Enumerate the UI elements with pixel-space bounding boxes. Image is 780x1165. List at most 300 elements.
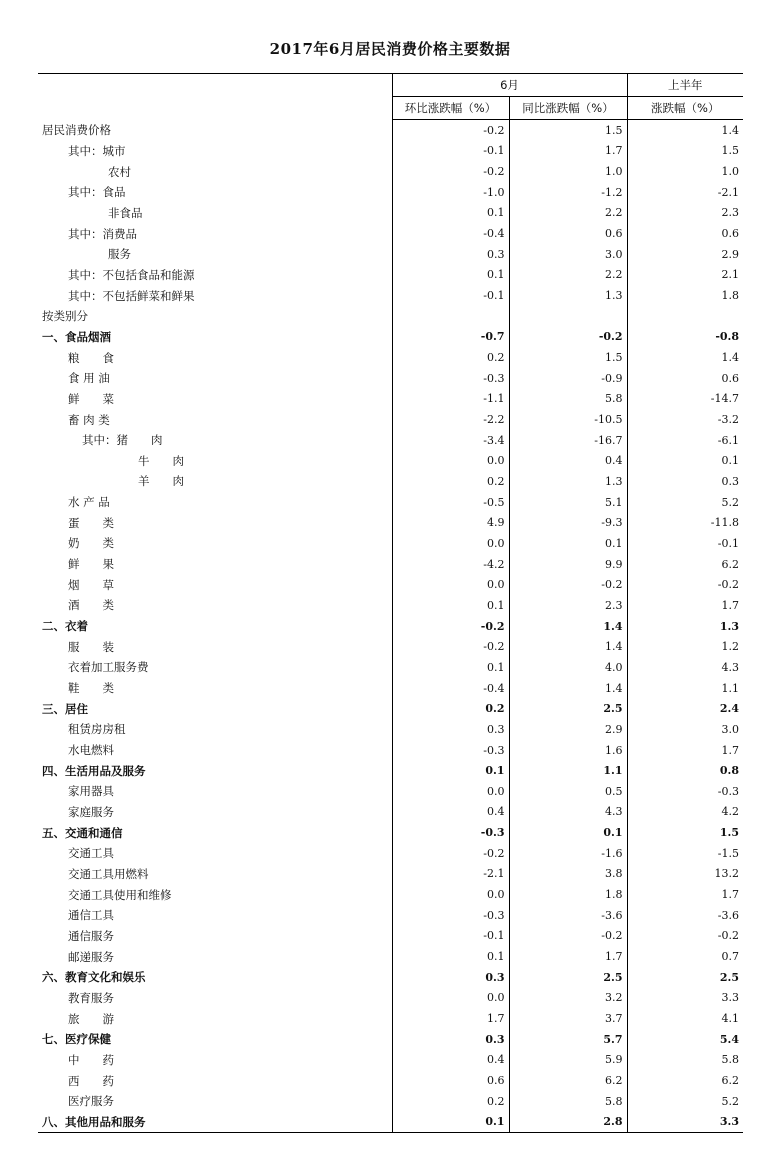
yoy-value: 3.2: [509, 988, 627, 1009]
table-row: [38, 161, 743, 182]
yoy-value: 9.9: [509, 554, 627, 575]
row-label: 水电燃料: [68, 743, 114, 758]
row-label-cell: [38, 781, 392, 802]
row-label: 衣着加工服务费: [68, 660, 149, 675]
mom-value: 0.6: [392, 1070, 509, 1091]
row-label-cell: [38, 1070, 392, 1091]
mom-value: -3.4: [392, 430, 509, 451]
row-label: 医疗服务: [68, 1094, 114, 1109]
mom-value: 0.0: [392, 884, 509, 905]
mom-value: -0.7: [392, 327, 509, 348]
row-label: 中 药: [68, 1052, 114, 1067]
row-label: 其中：食品: [68, 185, 126, 200]
mom-value: -0.2: [392, 616, 509, 637]
half-year-value: 4.1: [627, 1008, 743, 1029]
mom-value: -2.2: [392, 409, 509, 430]
table-row: [38, 1091, 743, 1112]
half-year-value: 1.7: [627, 884, 743, 905]
mom-value: 0.0: [392, 533, 509, 554]
table-row: [38, 1070, 743, 1091]
row-label: 水 产 品: [68, 495, 110, 510]
table-row: [38, 368, 743, 389]
half-year-value: 0.6: [627, 223, 743, 244]
yoy-value: 1.5: [509, 120, 627, 141]
row-label-cell: [38, 120, 392, 141]
table-row: [38, 451, 743, 472]
table-row: [38, 430, 743, 451]
row-label-cell: [38, 1008, 392, 1029]
half-year-value: 0.3: [627, 471, 743, 492]
mom-value: 0.1: [392, 1112, 509, 1133]
yoy-value: 0.1: [509, 533, 627, 554]
row-label-cell: [38, 905, 392, 926]
header-june-group: 6月: [392, 74, 627, 97]
row-label-cell: [38, 843, 392, 864]
table-row: [38, 409, 743, 430]
yoy-value: 0.5: [509, 781, 627, 802]
mom-value: 0.1: [392, 265, 509, 286]
yoy-value: 1.4: [509, 636, 627, 657]
row-label: 烟 草: [68, 577, 114, 592]
header-half-year-group: 上半年: [627, 74, 743, 97]
row-label: 邮递服务: [68, 949, 114, 964]
row-label-cell: [38, 719, 392, 740]
yoy-value: 5.9: [509, 1050, 627, 1071]
table-row: [38, 926, 743, 947]
row-label: 二、衣着: [42, 619, 88, 634]
yoy-value: 5.8: [509, 389, 627, 410]
yoy-value: 1.1: [509, 760, 627, 781]
row-label: 西 药: [68, 1073, 114, 1088]
table-row: [38, 884, 743, 905]
row-label-cell: [38, 946, 392, 967]
row-label-cell: [38, 1029, 392, 1050]
row-label-cell: [38, 554, 392, 575]
half-year-value: 2.3: [627, 203, 743, 224]
mom-value: 4.9: [392, 512, 509, 533]
row-label-cell: [38, 347, 392, 368]
table-row: [38, 265, 743, 286]
yoy-value: 1.4: [509, 678, 627, 699]
table-row: [38, 822, 743, 843]
table-row: [38, 471, 743, 492]
mom-value: -0.4: [392, 223, 509, 244]
table-row: [38, 678, 743, 699]
table-row: [38, 760, 743, 781]
half-year-value: 6.2: [627, 1070, 743, 1091]
mom-value: 0.4: [392, 802, 509, 823]
row-label-cell: [38, 678, 392, 699]
row-label: 按类别分: [42, 309, 88, 324]
row-label-cell: [38, 533, 392, 554]
row-label-cell: [38, 409, 392, 430]
row-label-cell: [38, 161, 392, 182]
half-year-value: 5.4: [627, 1029, 743, 1050]
half-year-value: 1.0: [627, 161, 743, 182]
row-label: 交通工具使用和维修: [68, 887, 172, 902]
half-year-value: 1.4: [627, 120, 743, 141]
row-label-cell: [38, 203, 392, 224]
yoy-value: 5.1: [509, 492, 627, 513]
yoy-value: 4.3: [509, 802, 627, 823]
mom-value: -0.3: [392, 368, 509, 389]
mom-value: -0.1: [392, 285, 509, 306]
row-label-cell: [38, 1112, 392, 1133]
table-row: [38, 636, 743, 657]
table-row: [38, 698, 743, 719]
table-row: [38, 616, 743, 637]
row-label: 其中：城市: [68, 143, 126, 158]
row-label: 一、食品烟酒: [42, 329, 111, 344]
half-year-value: 1.1: [627, 678, 743, 699]
yoy-value: 5.8: [509, 1091, 627, 1112]
row-label: 家庭服务: [68, 804, 114, 819]
row-label: 鞋 类: [68, 681, 114, 696]
row-label: 羊 肉: [138, 474, 184, 489]
table-row: [38, 1029, 743, 1050]
table-row: [38, 967, 743, 988]
yoy-value: 6.2: [509, 1070, 627, 1091]
table-row: [38, 285, 743, 306]
half-year-value: 0.7: [627, 946, 743, 967]
yoy-value: 1.3: [509, 285, 627, 306]
mom-value: -0.3: [392, 822, 509, 843]
half-year-value: -0.1: [627, 533, 743, 554]
row-label-cell: [38, 802, 392, 823]
row-label-cell: [38, 760, 392, 781]
half-year-value: -3.2: [627, 409, 743, 430]
row-label-cell: [38, 657, 392, 678]
row-label: 服务: [108, 247, 131, 262]
mom-value: 0.4: [392, 1050, 509, 1071]
table-row: [38, 657, 743, 678]
mom-value: 0.3: [392, 244, 509, 265]
half-year-value: 5.2: [627, 492, 743, 513]
header-mom-change: 环比涨跌幅（%）: [392, 97, 509, 120]
table-row: [38, 719, 743, 740]
yoy-value: 1.8: [509, 884, 627, 905]
table-header: [38, 74, 743, 120]
table-row: [38, 802, 743, 823]
yoy-value: -10.5: [509, 409, 627, 430]
yoy-value: -0.2: [509, 926, 627, 947]
table-row: [38, 905, 743, 926]
row-label: 其中：不包括鲜菜和鲜果: [68, 288, 195, 303]
half-year-value: 1.7: [627, 740, 743, 761]
mom-value: -0.1: [392, 141, 509, 162]
row-label: 三、居住: [42, 701, 88, 716]
half-year-value: 1.3: [627, 616, 743, 637]
row-label: 旅 游: [68, 1011, 114, 1026]
yoy-value: [509, 306, 627, 327]
row-label-cell: [38, 967, 392, 988]
mom-value: 0.2: [392, 698, 509, 719]
row-label-cell: [38, 512, 392, 533]
row-label: 五、交通和通信: [42, 825, 123, 840]
yoy-value: -3.6: [509, 905, 627, 926]
row-label: 居民消费价格: [42, 123, 111, 138]
table-row: [38, 223, 743, 244]
mom-value: 0.1: [392, 946, 509, 967]
table-row: [38, 864, 743, 885]
mom-value: 0.0: [392, 451, 509, 472]
mom-value: -2.1: [392, 864, 509, 885]
half-year-value: 1.4: [627, 347, 743, 368]
yoy-value: 2.5: [509, 698, 627, 719]
yoy-value: 5.7: [509, 1029, 627, 1050]
row-label-cell: [38, 306, 392, 327]
half-year-value: -0.3: [627, 781, 743, 802]
yoy-value: 2.9: [509, 719, 627, 740]
yoy-value: 3.8: [509, 864, 627, 885]
half-year-value: -6.1: [627, 430, 743, 451]
row-label-cell: [38, 182, 392, 203]
table-row: [38, 1050, 743, 1071]
table-row: [38, 1008, 743, 1029]
row-label-cell: [38, 368, 392, 389]
yoy-value: -0.2: [509, 327, 627, 348]
mom-value: -4.2: [392, 554, 509, 575]
mom-value: 0.2: [392, 1091, 509, 1112]
yoy-value: -16.7: [509, 430, 627, 451]
half-year-value: 4.2: [627, 802, 743, 823]
half-year-value: 13.2: [627, 864, 743, 885]
half-year-value: 1.8: [627, 285, 743, 306]
half-year-value: -0.2: [627, 926, 743, 947]
table-row: [38, 141, 743, 162]
mom-value: 0.2: [392, 471, 509, 492]
half-year-value: -2.1: [627, 182, 743, 203]
row-label: 四、生活用品及服务: [42, 763, 146, 778]
row-label-cell: [38, 223, 392, 244]
row-label: 蛋 类: [68, 515, 114, 530]
yoy-value: 2.3: [509, 595, 627, 616]
half-year-value: 1.5: [627, 141, 743, 162]
table-row: [38, 740, 743, 761]
row-label-cell: [38, 389, 392, 410]
row-label: 六、教育文化和娱乐: [42, 970, 146, 985]
yoy-value: 1.4: [509, 616, 627, 637]
row-label: 八、其他用品和服务: [42, 1114, 146, 1129]
row-label-cell: [38, 141, 392, 162]
row-label-cell: [38, 430, 392, 451]
table-row: [38, 946, 743, 967]
mom-value: -0.2: [392, 843, 509, 864]
table-row: [38, 574, 743, 595]
row-label-cell: [38, 244, 392, 265]
half-year-value: -14.7: [627, 389, 743, 410]
row-label-cell: [38, 1050, 392, 1071]
half-year-value: 2.9: [627, 244, 743, 265]
table-row: [38, 988, 743, 1009]
row-label: 农村: [108, 164, 131, 179]
half-year-value: 3.3: [627, 988, 743, 1009]
row-label-cell: [38, 926, 392, 947]
row-label: 食 用 油: [68, 371, 110, 386]
header-yoy-change: 同比涨跌幅（%）: [509, 97, 627, 120]
yoy-value: 0.1: [509, 822, 627, 843]
table-row: [38, 554, 743, 575]
yoy-value: 2.2: [509, 203, 627, 224]
row-label: 交通工具: [68, 846, 114, 861]
yoy-value: -0.2: [509, 574, 627, 595]
mom-value: -0.3: [392, 905, 509, 926]
mom-value: 0.1: [392, 657, 509, 678]
row-label: 畜 肉 类: [68, 412, 110, 427]
half-year-value: 1.5: [627, 822, 743, 843]
half-year-value: 2.5: [627, 967, 743, 988]
yoy-value: 3.7: [509, 1008, 627, 1029]
half-year-value: 3.0: [627, 719, 743, 740]
yoy-value: 2.2: [509, 265, 627, 286]
header-half-year-change: 涨跌幅（%）: [627, 97, 743, 120]
row-label-cell: [38, 822, 392, 843]
row-label-cell: [38, 327, 392, 348]
row-label-cell: [38, 574, 392, 595]
half-year-value: 2.1: [627, 265, 743, 286]
row-label-cell: [38, 492, 392, 513]
half-year-value: 0.6: [627, 368, 743, 389]
table-row: [38, 120, 743, 141]
yoy-value: -0.9: [509, 368, 627, 389]
row-label: 七、医疗保健: [42, 1032, 111, 1047]
mom-value: -1.0: [392, 182, 509, 203]
table-body: [38, 120, 743, 1133]
row-label: 非食品: [108, 205, 143, 220]
row-label: 通信服务: [68, 928, 114, 943]
yoy-value: 0.6: [509, 223, 627, 244]
row-label: 家用器具: [68, 784, 114, 799]
table-row: [38, 1112, 743, 1133]
mom-value: -0.5: [392, 492, 509, 513]
header-item-column: [38, 74, 392, 120]
half-year-value: 4.3: [627, 657, 743, 678]
mom-value: -0.1: [392, 926, 509, 947]
table-row: [38, 843, 743, 864]
mom-value: 0.0: [392, 988, 509, 1009]
row-label-cell: [38, 285, 392, 306]
yoy-value: -9.3: [509, 512, 627, 533]
mom-value: 0.3: [392, 967, 509, 988]
row-label-cell: [38, 265, 392, 286]
row-label-cell: [38, 1091, 392, 1112]
half-year-value: -3.6: [627, 905, 743, 926]
half-year-value: -1.5: [627, 843, 743, 864]
half-year-value: 0.1: [627, 451, 743, 472]
yoy-value: -1.6: [509, 843, 627, 864]
row-label-cell: [38, 740, 392, 761]
row-label-cell: [38, 988, 392, 1009]
mom-value: 0.1: [392, 595, 509, 616]
mom-value: 0.3: [392, 719, 509, 740]
row-label: 其中：消费品: [68, 226, 137, 241]
table-row: [38, 781, 743, 802]
yoy-value: 1.7: [509, 946, 627, 967]
half-year-value: 6.2: [627, 554, 743, 575]
row-label-cell: [38, 595, 392, 616]
mom-value: -0.4: [392, 678, 509, 699]
half-year-value: [627, 306, 743, 327]
mom-value: -0.2: [392, 636, 509, 657]
half-year-value: 5.2: [627, 1091, 743, 1112]
mom-value: 0.3: [392, 1029, 509, 1050]
table-row: [38, 512, 743, 533]
row-label: 租赁房房租: [68, 722, 126, 737]
cpi-table: [38, 73, 743, 1133]
row-label-cell: [38, 451, 392, 472]
half-year-value: 1.2: [627, 636, 743, 657]
row-label: 牛 肉: [138, 453, 184, 468]
table-row: [38, 595, 743, 616]
table-row: [38, 182, 743, 203]
row-label-cell: [38, 616, 392, 637]
mom-value: 0.1: [392, 760, 509, 781]
mom-value: 0.0: [392, 574, 509, 595]
half-year-value: -11.8: [627, 512, 743, 533]
half-year-value: 0.8: [627, 760, 743, 781]
row-label-cell: [38, 864, 392, 885]
yoy-value: -1.2: [509, 182, 627, 203]
mom-value: 0.2: [392, 347, 509, 368]
half-year-value: 1.7: [627, 595, 743, 616]
yoy-value: 1.6: [509, 740, 627, 761]
table-row: [38, 347, 743, 368]
half-year-value: 5.8: [627, 1050, 743, 1071]
half-year-value: -0.2: [627, 574, 743, 595]
row-label-cell: [38, 471, 392, 492]
row-label: 其中：不包括食品和能源: [68, 267, 195, 282]
yoy-value: 1.7: [509, 141, 627, 162]
half-year-value: 2.4: [627, 698, 743, 719]
yoy-value: 2.8: [509, 1112, 627, 1133]
row-label: 交通工具用燃料: [68, 866, 149, 881]
mom-value: 1.7: [392, 1008, 509, 1029]
row-label: 奶 类: [68, 536, 114, 551]
row-label: 教育服务: [68, 990, 114, 1005]
half-year-value: 3.3: [627, 1112, 743, 1133]
table-row: [38, 533, 743, 554]
yoy-value: 1.0: [509, 161, 627, 182]
document-title: 2017年6月居民消费价格主要数据: [269, 40, 511, 58]
yoy-value: 3.0: [509, 244, 627, 265]
mom-value: -0.2: [392, 161, 509, 182]
row-label: 酒 类: [68, 598, 114, 613]
row-label: 鲜 果: [68, 557, 114, 572]
yoy-value: 2.5: [509, 967, 627, 988]
mom-value: 0.0: [392, 781, 509, 802]
yoy-value: 1.5: [509, 347, 627, 368]
table-row: [38, 203, 743, 224]
mom-value: -0.2: [392, 120, 509, 141]
yoy-value: 4.0: [509, 657, 627, 678]
row-label: 其中：猪 肉: [82, 433, 163, 448]
table-row: [38, 327, 743, 348]
row-label: 通信工具: [68, 908, 114, 923]
row-label-cell: [38, 636, 392, 657]
row-label-cell: [38, 884, 392, 905]
table-row: [38, 492, 743, 513]
mom-value: 0.1: [392, 203, 509, 224]
row-label-cell: [38, 698, 392, 719]
row-label: 鲜 菜: [68, 391, 114, 406]
mom-value: -0.3: [392, 740, 509, 761]
row-label: 粮 食: [68, 350, 114, 365]
mom-value: [392, 306, 509, 327]
row-label: 服 装: [68, 639, 114, 654]
half-year-value: -0.8: [627, 327, 743, 348]
table-row: [38, 389, 743, 410]
yoy-value: 0.4: [509, 451, 627, 472]
